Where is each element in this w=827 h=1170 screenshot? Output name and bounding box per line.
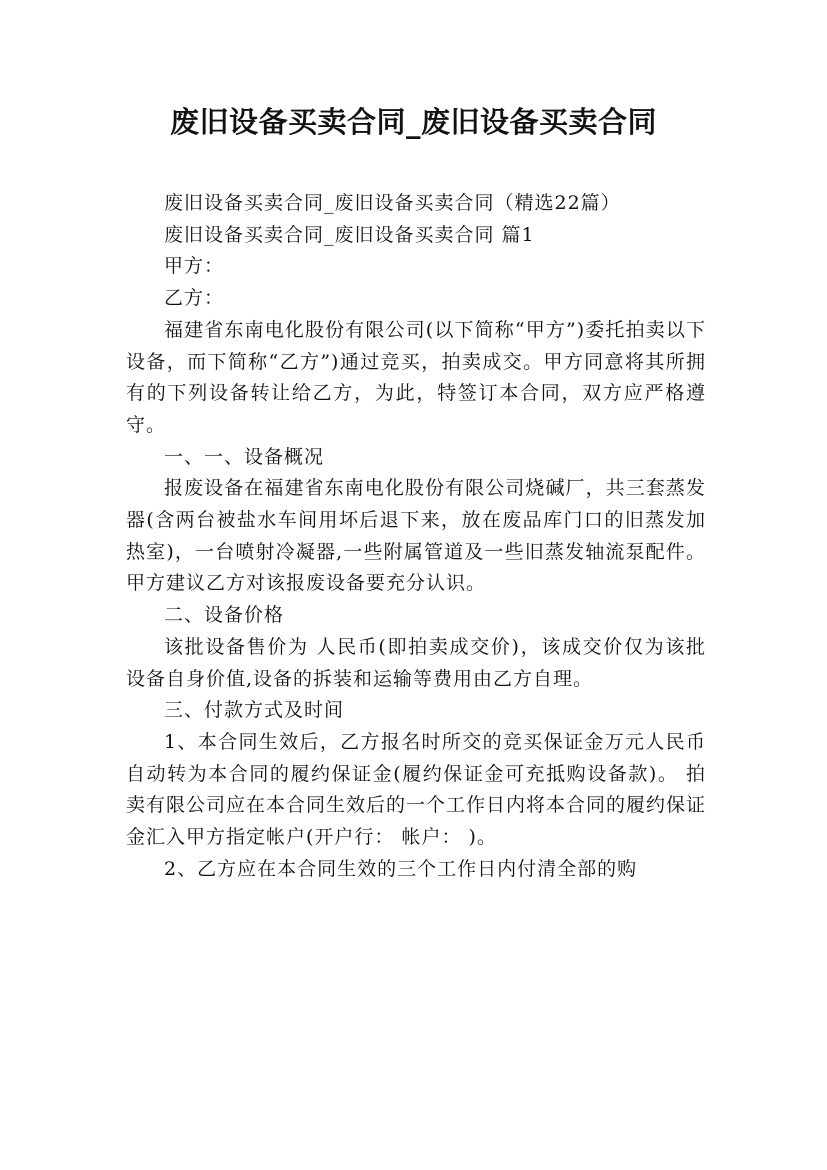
party-b-label: 乙方： <box>164 287 225 310</box>
section-heading-payment: 三、付款方式及时间 <box>164 699 345 722</box>
document-title: 废旧设备买卖合同_废旧设备买卖合同 <box>169 105 657 139</box>
party-a-label: 甲方： <box>164 255 225 278</box>
equipment-price-paragraph: 该批设备售价为 人民币(即拍卖成交价)，该成交价仅为该批设备自身价值,设备的拆装和运输等费用由乙方自理。 <box>126 635 706 690</box>
equipment-overview-paragraph: 报废设备在福建省东南电化股份有限公司烧碱厂，共三套蒸发器(含两台被盐水车间用坏后退下来，放在废品库门口的旧蒸发加热室)，一台喷射冷凝器,一些附属管道及一些旧蒸发轴流泵配件。甲方建议乙方对该报废设备要充分认识。 <box>126 477 706 595</box>
section-heading-equipment-price: 二、设备价格 <box>164 604 285 627</box>
section-heading-equipment-overview: 一、一、设备概况 <box>164 445 325 468</box>
payment-clause-2: 2、乙方应在本合同生效的三个工作日内付清全部的购 <box>164 857 638 880</box>
subtitle-paragraph: 废旧设备买卖合同_废旧设备买卖合同（精选22篇） <box>164 192 621 214</box>
intro-paragraph: 福建省东南电化股份有限公司(以下简称“甲方”)委托拍卖以下设备，而下简称“乙方”)通过竞买，拍卖成交。甲方同意将其所拥有的下列设备转让给乙方，为此，特签订本合同，双方应严格遵守。 <box>126 318 706 436</box>
section-heading-part-1: 废旧设备买卖合同_废旧设备买卖合同 篇1 <box>164 223 535 246</box>
document-body <box>126 188 706 885</box>
payment-clause-1: 1、本合同生效后，乙方报名时所交的竞买保证金万元人民币自动转为本合同的履约保证金(履约保证金可充抵购设备款)。 拍卖有限公司应在本合同生效后的一个工作日内将本合同的履约保证金汇入甲方指定帐户(开户行： 帐户： )。 <box>126 730 707 849</box>
